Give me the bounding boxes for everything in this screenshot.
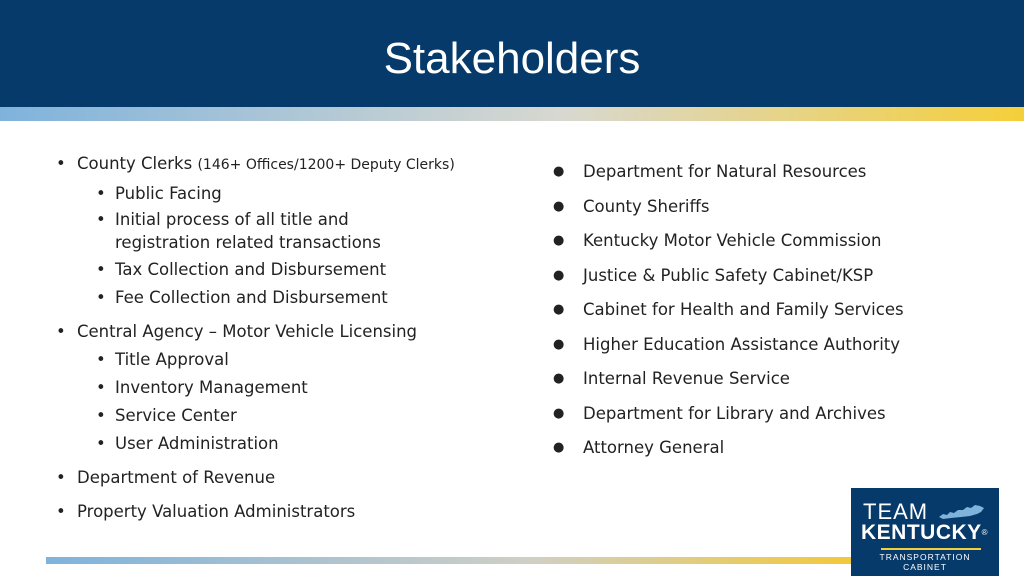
- bullet-icon: ●: [553, 198, 565, 214]
- bullet-icon: ●: [553, 440, 565, 455]
- page-title: Stakeholders: [383, 34, 641, 83]
- sub-item: • Initial process of all title and registration related transactions: [96, 210, 381, 252]
- list-item-central-agency: • Central Agency – Motor Vehicle Licensing: [56, 320, 496, 344]
- bullet-icon: ●: [553, 336, 565, 352]
- title-bar: [0, 0, 1024, 107]
- bullet-icon: •: [96, 260, 106, 279]
- bullet-icon: ●: [553, 267, 565, 283]
- logo-gold-bar: [881, 548, 981, 550]
- list-item: ● County Sheriffs: [553, 193, 983, 228]
- bullet-icon: •: [96, 350, 106, 369]
- bullet-icon: ●: [553, 405, 565, 421]
- bullet-icon: •: [56, 502, 66, 521]
- bullet-icon: •: [96, 406, 106, 425]
- list-item: ● Department for Natural Resources: [553, 158, 983, 193]
- bullet-icon: ●: [553, 164, 565, 179]
- bullet-icon: •: [96, 434, 106, 453]
- list-item: ● Higher Education Assistance Authority: [553, 331, 983, 366]
- bullet-icon: •: [56, 322, 66, 341]
- list-item-pva: • Property Valuation Administrators: [56, 500, 496, 524]
- bullet-icon: •: [96, 288, 106, 307]
- bullet-icon: •: [96, 378, 106, 397]
- list-item: ● Justice & Public Safety Cabinet/KSP: [553, 262, 983, 297]
- sub-item: • Title Approval: [56, 348, 496, 372]
- list-item-revenue: • Department of Revenue: [56, 466, 496, 490]
- list-item: ● Attorney General: [553, 434, 983, 469]
- bullet-icon: ●: [553, 371, 565, 386]
- list-item-county-clerks: • County Clerks (146+ Offices/1200+ Deputy Clerks): [56, 150, 496, 179]
- logo-team-text: TEAM: [863, 499, 929, 524]
- bullet-icon: •: [56, 154, 66, 173]
- logo-transportation-cabinet: TRANSPORTATION CABINET: [879, 552, 971, 572]
- sub-item: • Fee Collection and Disbursement: [56, 286, 496, 310]
- sub-item: • Inventory Management: [56, 376, 496, 400]
- list-item: ● Internal Revenue Service: [553, 365, 983, 400]
- logo-kentucky-text: KENTUCKY®: [861, 521, 989, 544]
- top-gradient-stripe: [0, 107, 1024, 121]
- kentucky-state-icon: [937, 502, 987, 522]
- list-item: ● Department for Library and Archives: [553, 400, 983, 435]
- list-item: ● Cabinet for Health and Family Services: [553, 296, 983, 331]
- sub-item: • User Administration: [56, 432, 496, 456]
- sub-item: • Service Center: [56, 404, 496, 428]
- right-column: [553, 158, 983, 469]
- bottom-gradient-stripe: [46, 557, 852, 564]
- bullet-icon: •: [56, 468, 66, 487]
- bullet-icon: ●: [553, 233, 565, 248]
- bullet-icon: ●: [553, 302, 565, 317]
- bullet-icon: •: [96, 184, 106, 203]
- list-item: ● Kentucky Motor Vehicle Commission: [553, 227, 983, 262]
- sub-item: • Public Facing: [56, 180, 496, 207]
- team-kentucky-logo: [851, 488, 999, 576]
- bullet-icon: •: [96, 210, 106, 229]
- sub-item: • Tax Collection and Disbursement: [56, 258, 496, 282]
- left-column: [56, 150, 496, 524]
